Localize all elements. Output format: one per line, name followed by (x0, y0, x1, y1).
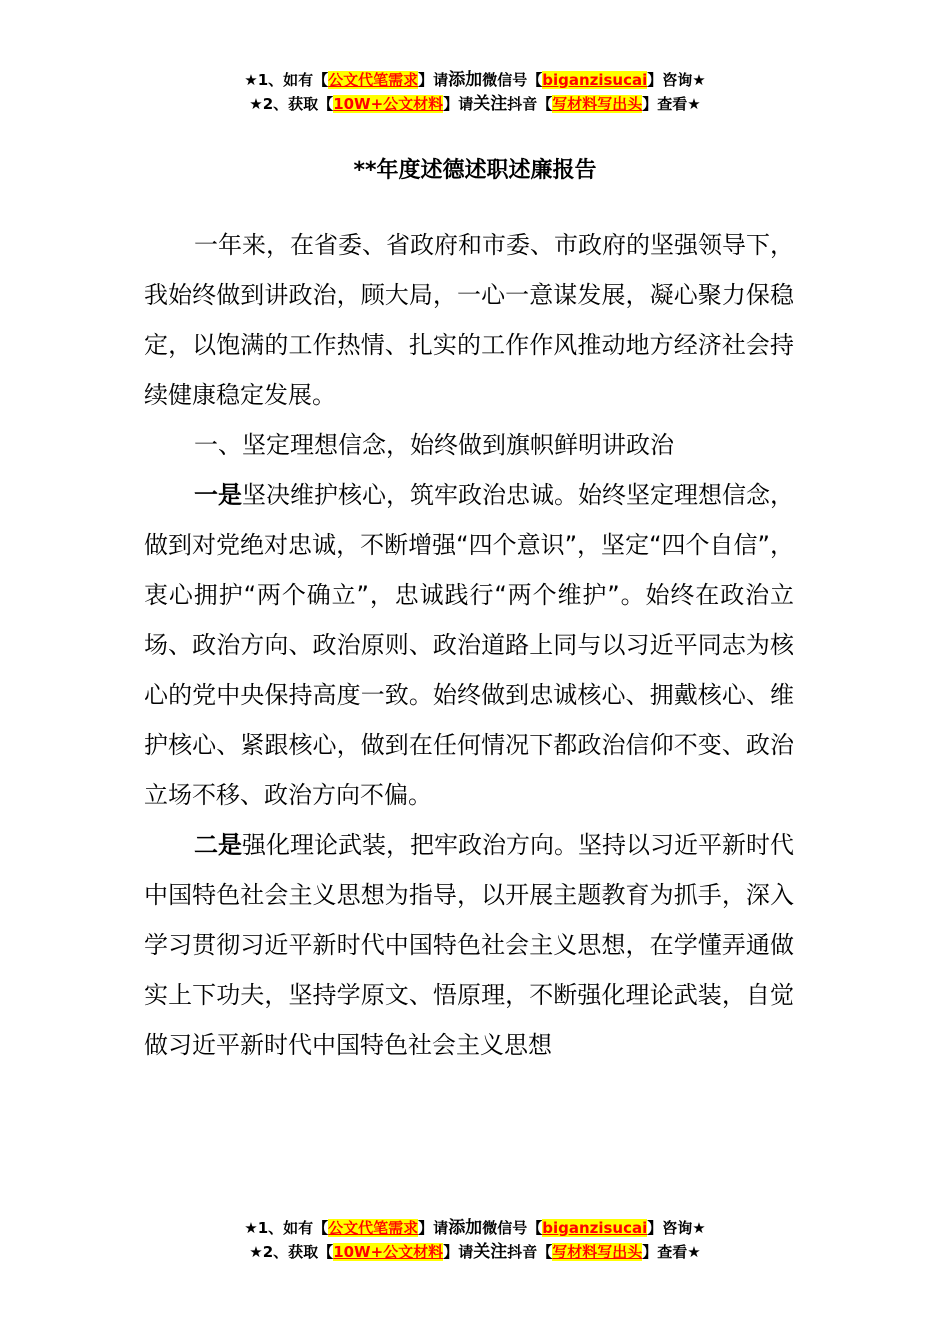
document-title: **年度述德述职述廉报告 (353, 158, 597, 183)
paragraph-1 (144, 470, 794, 820)
paragraph-2-text: 强化理论武装，把牢政治方向。坚持以习近平新时代中国特色社会主义思想为指导，以开展主题教育为抓手，深入学习贯彻习近平新时代中国特色社会主义思想，在学懂弄通做实上下功夫，坚持学原文、悟原理，不断强化理论武装，自觉做习近平新时代中国特色社会主义思想 (144, 831, 794, 1059)
document-body (144, 220, 794, 1070)
paragraph-1-lead: 一是 (194, 481, 242, 509)
paragraph-2-lead: 二是 (194, 831, 242, 859)
highlight-wechat-id: biganzisucai (542, 71, 648, 89)
banner-line-1: ★1、如有【公文代笔需求】请添加微信号【biganzisucai】咨询★ (244, 70, 706, 90)
highlight-douyin: 写材料写出头 (552, 95, 643, 113)
highlight-materials: 10W+公文材料 (333, 95, 444, 113)
highlight-service: 公文代笔需求 (328, 71, 419, 89)
footer-line-2: ★2、获取【10W+公文材料】请关注抖音【写材料写出头】查看★ (249, 1242, 701, 1262)
banner-line-2: ★2、获取【10W+公文材料】请关注抖音【写材料写出头】查看★ (249, 94, 701, 114)
section-heading: 一、坚定理想信念，始终做到旗帜鲜明讲政治 (194, 431, 674, 459)
paragraph-1-text: 坚决维护核心，筑牢政治忠诚。始终坚定理想信念，做到对党绝对忠诚，不断增强“四个意识”，坚定“四个自信”，衷心拥护“两个确立”，忠诚践行“两个维护”。始终在政治立场、政治方向、政治原则、政治道路上同与以习近平同志为核心的党中央保持高度一致。始终做到忠诚核心、拥戴核心、维护核心、紧跟核心，做到在任何情况下都政治信仰不变、政治立场不移、政治方向不偏。 (144, 481, 794, 809)
header-banner (0, 68, 950, 116)
footer-banner (0, 1216, 950, 1264)
intro-paragraph: 一年来，在省委、省政府和市委、市政府的坚强领导下，我始终做到讲政治，顾大局，一心一意谋发展，凝心聚力保稳定，以饱满的工作热情、扎实的工作作风推动地方经济社会持续健康稳定发展。 (144, 231, 794, 409)
footer-line-1: ★1、如有【公文代笔需求】请添加微信号【biganzisucai】咨询★ (244, 1218, 706, 1238)
paragraph-2 (144, 820, 794, 1070)
